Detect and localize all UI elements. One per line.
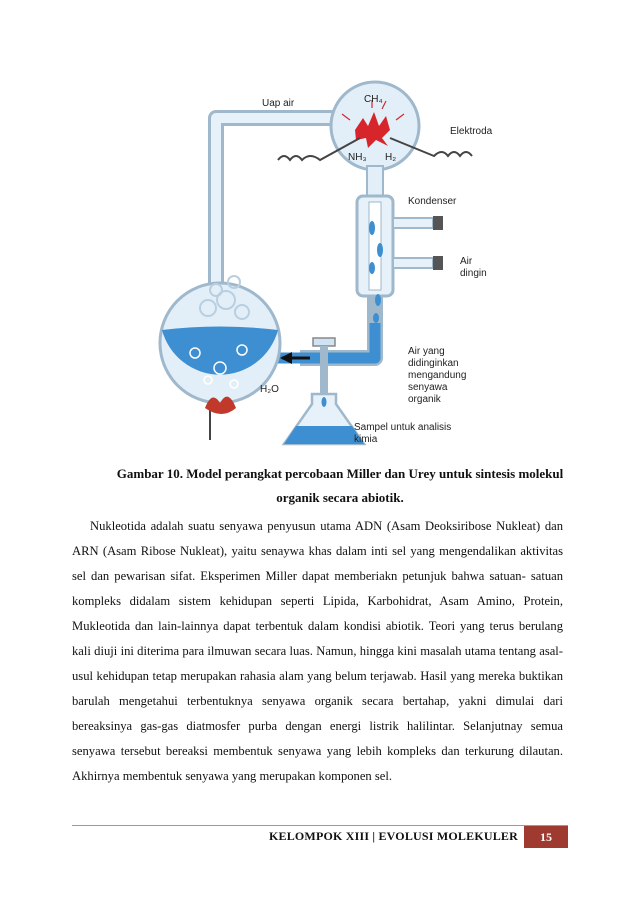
label-sampel-1: Sampel untuk analisis [354,422,452,433]
label-air-yang-2: didinginkan [408,358,459,369]
label-air-yang-4: senyawa [408,382,448,393]
footer-rule [72,825,568,826]
label-kondenser: Kondenser [408,196,457,207]
apparatus-diagram [150,68,500,460]
label-sampel-2: kimia [354,434,378,445]
label-elektroda: Elektroda [450,126,493,137]
coolant-ports [393,216,443,270]
figure-caption [110,462,570,510]
stopcock[interactable] [313,338,335,346]
label-air-yang-3: mengandung [408,370,467,381]
label-air-dingin-1: Air [460,256,473,267]
page-number: 15 [524,826,568,848]
label-air-dingin-2: dingin [460,268,487,279]
caption-line-1: Gambar 10. Model perangkat percobaan Miller dan Urey untuk sintesis molekul [116,466,564,481]
footer-title: KELOMPOK XIII | EVOLUSI MOLEKULER [268,829,518,843]
label-ch4: CH₄ [364,94,383,105]
caption-line-2: organik secara abiotik. [276,490,404,505]
label-h2: H₂ [385,152,397,163]
body-paragraph: Nukleotida adalah suatu senyawa penyusun utama ADN (Asam Deoksiribose Nukleat) dan ARN (Asam Ribose Nukleat), yaitu senaywa khas dalam inti sel yang mengendalikan aktivitas sel dan pewarisan sifat. Eksperimen Miller dapat memberiakn petunjuk bahwa satuan- satuan kompleks didalam sistem kehidupan seperti Lipida, Karbohidrat, Asam Amino, Protein, Mukleotida dan lain-lainnya dapat terbentuk dalam kondisi abiotik. Teori yang terus berulang kali diuji ini diterima para ilmuwan secara luas. Namun, hingga kini masalah utama tentang asal-usul kehidupan tetap merupakan rahasia alam yang belum terjawab. Hasil yang mereka buktikan barulah mengetahui terbentuknya senyawa organik secara bertahap, yakni dimulai dari bereaksinya gas-gas diatmosfer purba dengan energi listrik halilintar. Selanjutnay semua senyawa tersebut bereaksi membentuk senyawa yang lebih kompleks dan terkurung dilautan. Akhirnya membentuk senyawa yang merupakan komponen sel. [72,519,563,783]
label-air-yang-1: Air yang [408,346,445,357]
label-h2o: H₂O [260,384,279,395]
label-uap-air: Uap air [262,98,295,109]
miller-urey-apparatus-figure [150,68,500,460]
label-nh3: NH₃ [348,152,367,163]
label-air-yang-5: organik [408,394,441,405]
